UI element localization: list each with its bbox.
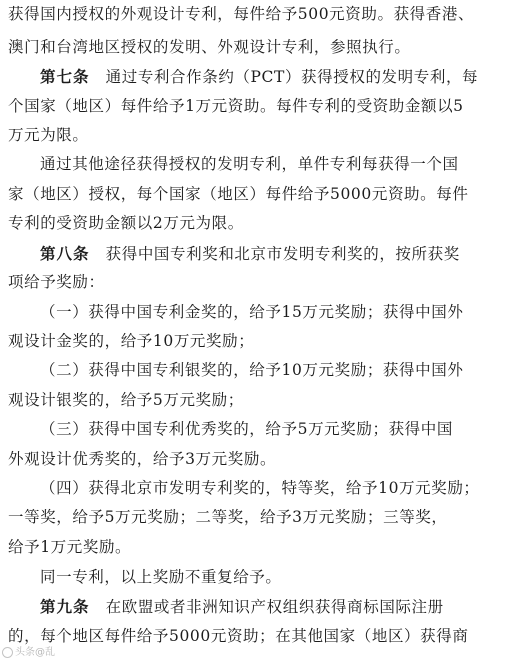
text-run: 获得国内授权的外观设计专利，每件给予500元资助。获得香港、 (8, 5, 475, 23)
text-run: （三）获得中国专利优秀奖的，给予5万元奖励；获得中国 (40, 420, 453, 438)
text-run: 万元为限。 (8, 126, 89, 144)
text-line (0, 563, 512, 591)
text-line (0, 63, 512, 91)
text-line (0, 33, 512, 61)
text-run: （一）获得中国专利金奖的，给予15万元奖励；获得中国外 (40, 303, 464, 321)
text-line (0, 356, 512, 384)
text-run: 通过其他途径获得授权的发明专利，单件专利每获得一个国 (40, 155, 459, 173)
text-run: 在欧盟或者非洲知识产权组织获得商标国际注册 (89, 598, 444, 616)
text-run: 澳门和台湾地区授权的发明、外观设计专利，参照执行。 (8, 38, 411, 56)
text-run: 获得中国专利奖和北京市发明专利奖的，按所获奖 (89, 245, 460, 263)
text-run: 同一专利，以上奖励不重复给予。 (40, 568, 282, 586)
article-heading: 第七条 (40, 68, 90, 86)
watermark-logo-icon (2, 647, 13, 658)
text-line (0, 474, 512, 502)
text-run: 给予1万元奖励。 (8, 538, 132, 556)
text-line (0, 150, 512, 178)
text-run: 的，每个地区每件给予5000元资助；在其他国家（地区）获得商 (8, 627, 469, 645)
text-run: 个国家（地区）每件给予1万元资助。每件专利的受资助金额以5 (8, 97, 464, 115)
text-run: 外观设计优秀奖的，给予3万元奖励。 (8, 450, 277, 468)
article-heading: 第八条 (40, 245, 90, 263)
text-line (0, 92, 512, 120)
text-line (0, 0, 512, 28)
text-run: （四）获得北京市发明专利奖的，特等奖，给予10万元奖励； (40, 479, 480, 497)
text-line (0, 503, 512, 531)
text-line (0, 445, 512, 473)
text-run: 观设计银奖的，给予5万元奖励； (8, 391, 244, 409)
article-heading: 第九条 (40, 598, 90, 616)
text-line (0, 268, 512, 296)
text-run: 家（地区）授权，每个国家（地区）每件给予5000元资助。每件 (8, 185, 469, 203)
watermark (2, 646, 55, 660)
text-run: 项给予奖励： (8, 273, 105, 291)
text-line (0, 298, 512, 326)
text-run: 专利的受资助金额以2万元为限。 (8, 214, 244, 232)
text-line (0, 622, 512, 650)
text-line (0, 209, 512, 237)
text-line (0, 386, 512, 414)
text-run: 通过专利合作条约（PCT）获得授权的发明专利，每 (89, 68, 479, 86)
text-line (0, 533, 512, 561)
text-line (0, 415, 512, 443)
text-line (0, 180, 512, 208)
text-run: 观设计金奖的，给予10万元奖励； (8, 332, 255, 350)
text-line (0, 121, 512, 149)
text-run: 一等奖，给予5万元奖励；二等奖，给予3万元奖励；三等奖， (8, 508, 448, 526)
watermark-text: 头条@乱 (15, 647, 55, 658)
text-line (0, 240, 512, 268)
text-line (0, 327, 512, 355)
text-run: （二）获得中国专利银奖的，给予10万元奖励；获得中国外 (40, 361, 464, 379)
text-line (0, 593, 512, 621)
